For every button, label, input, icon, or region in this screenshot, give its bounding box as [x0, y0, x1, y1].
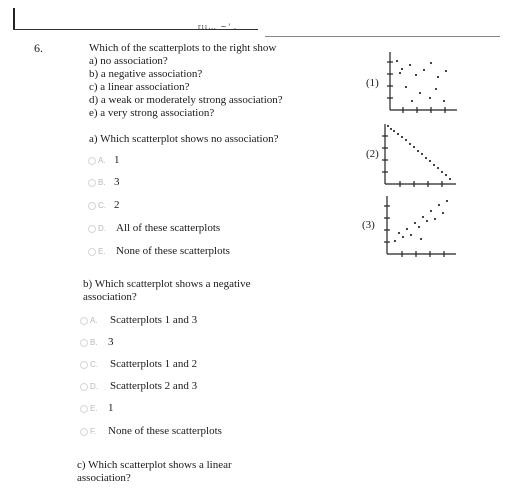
scatter-point	[446, 200, 448, 202]
radio-icon[interactable]	[88, 225, 96, 233]
scatter-point	[442, 212, 444, 214]
scatter-point	[425, 157, 427, 159]
option-text: Scatterplots 1 and 2	[110, 358, 198, 370]
scatterplot-2-axes	[382, 124, 456, 187]
question-stem: Which of the scatterplots to the right show	[89, 42, 277, 54]
scatter-point	[387, 125, 389, 127]
scatter-point	[426, 220, 428, 222]
option-letter: A.	[90, 316, 98, 325]
option-text: Scatterplots 2 and 3	[110, 380, 198, 392]
scatterplot-1	[385, 48, 460, 120]
option-text: 2	[114, 199, 120, 211]
option-text: All of these scatterplots	[116, 222, 221, 234]
header-mark: rıı… ∼’ .	[198, 22, 237, 31]
radio-icon[interactable]	[80, 361, 88, 369]
option-text: 1	[108, 402, 114, 414]
option-letter: D.	[90, 382, 98, 391]
question-item: c) a linear association?	[89, 81, 190, 93]
radio-icon[interactable]	[88, 248, 96, 256]
option-text: None of these scatterplots	[116, 245, 230, 257]
scatter-point	[422, 216, 424, 218]
question-item: b) a negative association?	[89, 68, 203, 80]
part-c-prompt-cont: association?	[77, 472, 131, 484]
scatter-point	[406, 228, 408, 230]
scatter-point	[414, 222, 416, 224]
radio-icon[interactable]	[80, 383, 88, 391]
option-letter: C.	[90, 360, 98, 369]
radio-icon[interactable]	[88, 202, 96, 210]
scatter-point	[418, 226, 420, 228]
scatter-point	[390, 128, 392, 130]
option-letter: B.	[90, 338, 98, 347]
scatter-point	[438, 204, 440, 206]
option-text: 3	[108, 336, 114, 348]
scatter-point	[396, 60, 398, 62]
scatter-point	[413, 146, 415, 148]
part-a-option-c[interactable]	[88, 199, 120, 212]
option-letter: E.	[98, 247, 106, 256]
scatter-point	[429, 97, 431, 99]
part-b-option-b[interactable]	[80, 336, 114, 349]
option-letter: A.	[98, 156, 106, 165]
scatter-point	[441, 171, 443, 173]
scatter-point	[434, 218, 436, 220]
part-a-option-b[interactable]	[88, 176, 120, 189]
part-b-prompt-cont: association?	[83, 291, 137, 303]
scatter-point	[429, 160, 431, 162]
scatter-point	[417, 150, 419, 152]
scatterplot-1-label: (1)	[366, 77, 379, 89]
scatterplot-3-label: (3)	[362, 219, 375, 231]
part-b-option-a[interactable]	[80, 314, 197, 327]
option-text: 3	[114, 176, 120, 188]
scatter-point	[399, 72, 401, 74]
scatter-point	[397, 133, 399, 135]
option-text: 1	[114, 154, 120, 166]
scatter-point	[402, 236, 404, 238]
header-rule-right	[265, 36, 500, 37]
scatter-point	[430, 62, 432, 64]
scatter-point	[415, 74, 417, 76]
scatter-point	[420, 238, 422, 240]
radio-icon[interactable]	[80, 317, 88, 325]
scatter-point	[423, 69, 425, 71]
scatterplot-2	[380, 120, 460, 192]
scatter-point	[449, 178, 451, 180]
scatter-point	[445, 70, 447, 72]
header-rule-left	[13, 8, 15, 30]
scatter-point	[410, 234, 412, 236]
part-a-option-e[interactable]	[88, 245, 230, 258]
question-item: d) a weak or moderately strong association?	[89, 94, 283, 106]
option-letter: D.	[98, 224, 106, 233]
scatter-point	[405, 139, 407, 141]
part-b-option-e[interactable]	[80, 402, 114, 415]
part-b-option-c[interactable]	[80, 358, 197, 371]
radio-icon[interactable]	[88, 157, 96, 165]
option-letter: F.	[90, 427, 97, 436]
scatter-point	[409, 64, 411, 66]
option-text: None of these scatterplots	[108, 425, 222, 437]
question-item: a) no association?	[89, 55, 168, 67]
scatter-point	[393, 130, 395, 132]
scatter-point	[401, 136, 403, 138]
scatter-point	[435, 88, 437, 90]
scatter-point	[411, 100, 413, 102]
part-b-option-d[interactable]	[80, 380, 197, 393]
scatter-point	[409, 143, 411, 145]
option-letter: B.	[98, 178, 106, 187]
scatter-point	[421, 153, 423, 155]
part-b-option-f[interactable]	[80, 425, 222, 438]
radio-icon[interactable]	[80, 339, 88, 347]
scatter-point	[433, 164, 435, 166]
option-letter: E.	[90, 404, 98, 413]
scatterplot-3	[382, 192, 460, 264]
part-a-option-a[interactable]	[88, 154, 120, 167]
scatterplot-2-label: (2)	[366, 148, 379, 160]
scatter-point	[401, 68, 403, 70]
scatter-point	[437, 167, 439, 169]
radio-icon[interactable]	[80, 405, 88, 413]
radio-icon[interactable]	[88, 179, 96, 187]
question-item: e) a very strong association?	[89, 107, 215, 119]
scatter-point	[443, 100, 445, 102]
scatter-point	[398, 232, 400, 234]
scatter-point	[430, 210, 432, 212]
part-b-prompt: b) Which scatterplot shows a negative	[83, 278, 251, 290]
option-letter: C.	[98, 201, 106, 210]
part-c-prompt: c) Which scatterplot shows a linear	[77, 459, 232, 471]
part-a-option-d[interactable]	[88, 222, 220, 235]
option-text: Scatterplots 1 and 3	[110, 314, 198, 326]
part-a-prompt: a) Which scatterplot shows no association?	[89, 133, 279, 145]
scatter-point	[405, 86, 407, 88]
scatter-point	[394, 240, 396, 242]
question-number: 6.	[34, 41, 43, 55]
scatter-point	[419, 92, 421, 94]
radio-icon[interactable]	[80, 428, 88, 436]
scatter-point	[437, 76, 439, 78]
scatter-point	[445, 174, 447, 176]
